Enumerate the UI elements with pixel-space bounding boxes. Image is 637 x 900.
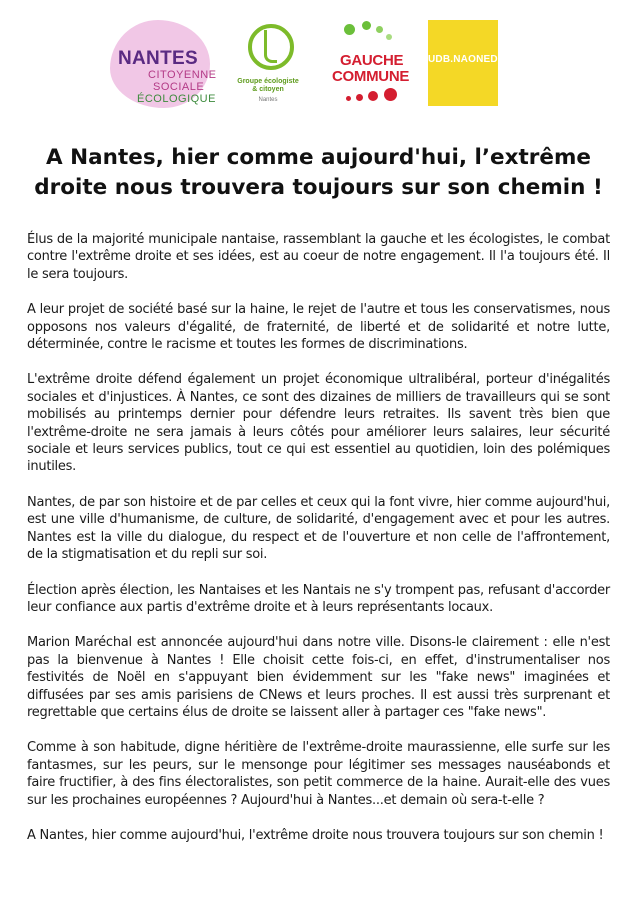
document-body: [27, 231, 610, 862]
logo-text-sociale: SOCIALE: [153, 81, 205, 93]
nantes-citoyenne-logo: [110, 20, 217, 108]
dot-icon: [344, 24, 355, 35]
logo-text-citoyen: & citoyen: [252, 86, 284, 93]
paragraph: Comme à son habitude, digne héritière de l'extrême-droite maurassienne, elle surfe sur les fantasmes, sur les peurs, sur le mensonge pour légitimer ses messages nauséabonds et faire fructifier, à des fins électoralistes, son petit commerce de la haine. Aurait-elle des vues sur les prochaines européennes ? Aujourd'hui à Nantes...et demain où sera-t-elle ?: [27, 740, 610, 808]
dot-icon: [362, 21, 371, 30]
paragraph: A leur projet de société basé sur la haine, le rejet de l'autre et tous les conservatismes, nous opposons nos valeurs d'égalité, de fraternité, de liberté et de solidarité et notre lutte, déterminée, contre le racisme et toutes les formes de discriminations.: [27, 302, 610, 353]
paragraph: Marion Maréchal est annoncée aujourd'hui dans notre ville. Disons-le clairement : elle n'est pas la bienvenue à Nantes ! Elle choisit cette fois-ci, en effet, d'instrumentaliser nos festivités de Noël en s'appuyant bien évidemment sur les "fake news" imaginées et diffusées par ses amis parisiens de CNews et leurs proches. Il est aussi très surprenant et regrettable que certains élus de droite se laissent aller à partager ces "fake news".: [27, 635, 610, 720]
dot-icon: [386, 34, 392, 40]
logo-text-commune: COMMUNE: [332, 68, 410, 85]
paragraph: Élection après élection, les Nantaises et les Nantais ne s'y trompent pas, refusant d'accorder leur confiance aux partis d'extrême droite et à leurs représentants locaux.: [27, 582, 610, 615]
groupe-ecologiste-logo: [238, 24, 298, 108]
leaf-icon: [264, 30, 277, 63]
logo-text-nantes: NANTES: [118, 48, 198, 69]
page-title: A Nantes, hier comme aujourd'hui, l’extrême droite nous trouvera toujours sur son chemin !: [34, 145, 603, 200]
dot-icon: [346, 96, 351, 101]
logo-text-city: Nantes: [258, 97, 278, 103]
logo-text-gauche: GAUCHE: [340, 52, 404, 69]
udb-naoned-logo: [428, 20, 504, 106]
paragraph: L'extrême droite défend également un projet économique ultralibéral, porteur d'inégalités sociales et d'injustices. À Nantes, ce sont des dizaines de milliers de travailleurs qui se sont mobilisés au printemps dernier pour défendre leurs retraites. Ils savent très bien que l'extrême-droite ne sera jamais à leurs côtés pour améliorer leurs salaires, leur sécurité sociale et leurs services publics, tout ce qui est essentiel au quotidien, loin des polémiques inutiles.: [27, 372, 610, 475]
paragraph: Nantes, de par son histoire et de par celles et ceux qui la font vivre, hier comme aujourd'hui, est une ville d'humanisme, de culture, de solidarité, d'engagement avec et pour les autres. Nantes est la ville du dialogue, du respect et de l'ouverture et non celle de l'affrontement, de la stigmatisation et du repli sur soi.: [27, 494, 610, 563]
logo-bar: [0, 0, 637, 120]
dot-icon: [368, 91, 378, 101]
gauche-commune-logo: [330, 18, 410, 110]
dot-icon: [376, 26, 383, 33]
paragraph: A Nantes, hier comme aujourd'hui, l'extrême droite nous trouvera toujours sur son chemin !: [27, 827, 604, 843]
logo-text-ecologique: ÉCOLOGIQUE: [137, 93, 216, 105]
dot-icon: [384, 88, 397, 101]
logo-text-udb: UDB.NAONED+: [428, 54, 504, 65]
dot-icon: [356, 94, 363, 101]
logo-text-groupe: Groupe écologiste: [237, 78, 299, 85]
logo-text-citoyenne: CITOYENNE: [148, 69, 217, 81]
paragraph: Élus de la majorité municipale nantaise, rassemblant la gauche et les écologistes, le combat contre l'extrême droite et ses idées, est au coeur de notre engagement. Il l'a toujours été. Il le sera toujours.: [27, 232, 610, 282]
